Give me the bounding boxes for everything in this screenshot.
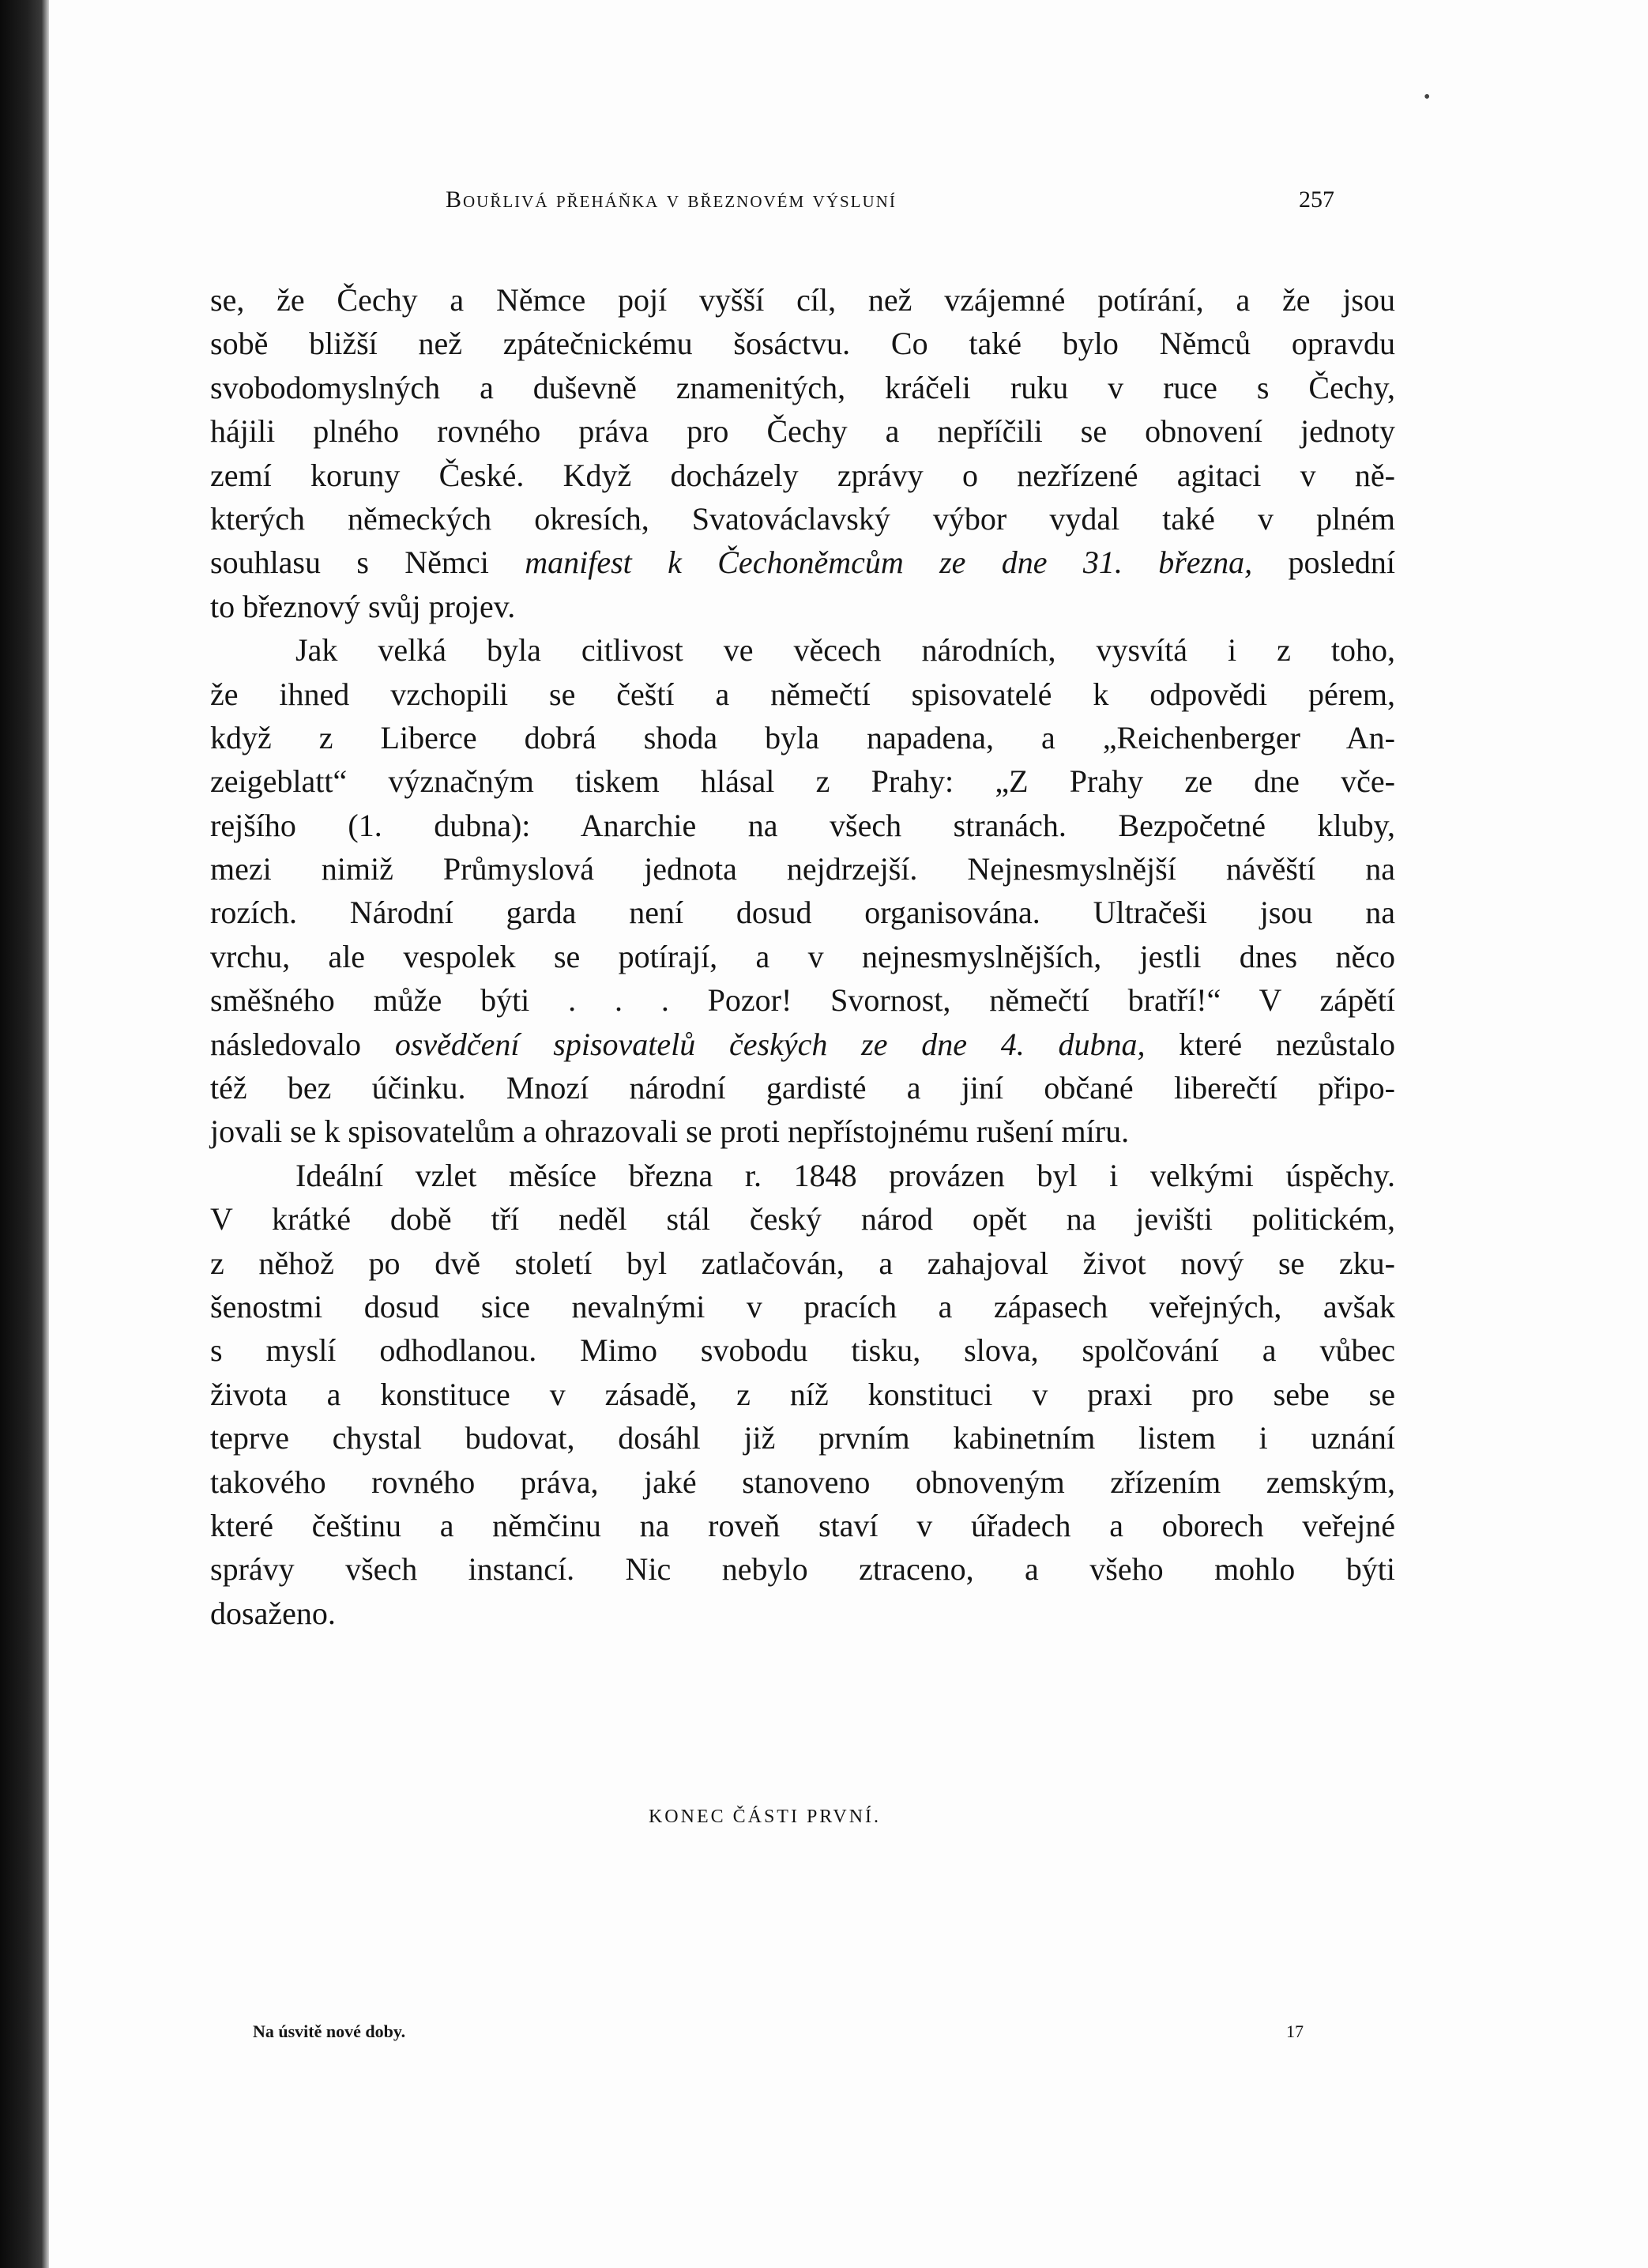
text-line — [210, 409, 1395, 453]
text-line — [210, 628, 1395, 672]
text-segment: s myslí odhodlanou. Mimo svobodu tisku, slova, spolčování a vůbec — [210, 1332, 1395, 1369]
page-number: 257 — [1299, 186, 1334, 213]
text-segment: které nezůstalo — [1145, 1026, 1396, 1062]
text-segment: z něhož po dvě století byl zatlačován, a zahajoval život nový se zku- — [210, 1245, 1395, 1281]
text-segment: správy všech instancí. Nic nebylo ztraceno, a všeho mohlo býti — [210, 1551, 1395, 1588]
text-line — [210, 1285, 1395, 1328]
text-segment: souhlasu s Němci — [210, 544, 525, 581]
text-line — [210, 672, 1395, 716]
text-line — [210, 1547, 1395, 1591]
text-segment: rozích. Národní garda není dosud organisována. Ultračeši jsou na — [210, 895, 1395, 931]
text-segment: hájili plného rovného práva pro Čechy a nepříčili se obnovení jednoty — [210, 413, 1395, 450]
part-end-text: KONEC ČÁSTI PRVNÍ. — [648, 1806, 882, 1827]
text-segment: směšného může býti . . . Pozor! Svornost, němečtí bratří!“ V zápětí — [210, 982, 1395, 1019]
text-line — [210, 278, 1395, 322]
text-line — [210, 716, 1395, 759]
text-line — [210, 1023, 1395, 1066]
running-title: Bouřlivá přeháňka v březnovém výsluní — [446, 186, 897, 213]
print-speck: • — [1424, 87, 1431, 107]
text-line — [210, 1197, 1395, 1241]
text-line — [210, 1460, 1395, 1504]
text-line — [210, 366, 1395, 409]
body-text — [210, 278, 1395, 1635]
text-segment: zeigeblatt“ význačným tiskem hlásal z Prahy: „Z Prahy ze dne vče- — [210, 763, 1395, 800]
text-segment: teprve chystal budovat, dosáhl již prvním kabinetním listem i uznání — [210, 1420, 1395, 1456]
text-line — [210, 1592, 1395, 1635]
text-segment: jovali se k spisovatelům a ohrazovali se proti nepřístojnému rušení míru. — [210, 1113, 1130, 1150]
text-line — [210, 1241, 1395, 1285]
footer-sheet-number: 17 — [1286, 2021, 1304, 2041]
text-line — [210, 935, 1395, 978]
text-line — [210, 759, 1395, 803]
page-binding-edge — [0, 0, 49, 2268]
text-segment: též bez účinku. Mnozí národní gardisté a jiní občané liberečtí připo- — [210, 1070, 1395, 1106]
text-segment: které češtinu a němčinu na roveň staví v úřadech a oborech veřejné — [210, 1507, 1395, 1543]
text-line — [210, 1504, 1395, 1547]
text-line — [210, 1328, 1395, 1372]
text-segment: Ideální vzlet měsíce března r. 1848 provázen byl i velkými úspěchy. — [295, 1157, 1395, 1193]
text-segment: zemí koruny České. Když docházely zprávy o nezřízené agitaci v ně- — [210, 457, 1395, 493]
text-segment: se, že Čechy a Němce pojí vyšší cíl, než vzájemné potírání, a že jsou — [210, 282, 1395, 318]
text-segment: V krátké době tří neděl stál český národ opět na jevišti politickém, — [210, 1201, 1395, 1238]
text-line — [210, 891, 1395, 934]
text-segment: sobě bližší než zpátečnickému šosáctvu. Co také bylo Němců opravdu — [210, 326, 1395, 362]
text-line — [210, 541, 1395, 584]
text-segment: následovalo — [210, 1026, 395, 1062]
text-segment: vrchu, ale vespolek se potírají, a v nejnesmyslnějších, jestli dnes něco — [210, 938, 1395, 974]
text-line — [210, 1154, 1395, 1197]
footer-signature: Na úsvitě nové doby. — [253, 2021, 406, 2041]
text-segment: šenostmi dosud sice nevalnými v pracích a zápasech veřejných, avšak — [210, 1288, 1395, 1324]
text-line — [210, 585, 1395, 628]
text-segment: života a konstituce v zásadě, z níž konstituci v praxi pro sebe se — [210, 1376, 1395, 1412]
text-segment: že ihned vzchopili se čeští a němečtí spisovatelé k odpovědi pérem, — [210, 676, 1395, 712]
text-line — [210, 497, 1395, 541]
book-page — [49, 0, 1648, 2268]
text-line — [210, 1110, 1395, 1153]
text-line — [210, 322, 1395, 365]
text-segment: poslední — [1252, 544, 1396, 581]
italic-text-segment: manifest k Čechoněmcům ze dne 31. března, — [525, 544, 1253, 581]
text-line — [210, 1373, 1395, 1416]
italic-text-segment: osvědčení spisovatelů českých ze dne 4. dubna, — [394, 1026, 1146, 1062]
text-segment: Jak velká byla citlivost ve věcech národních, vysvítá i z toho, — [295, 632, 1395, 669]
text-segment: když z Liberce dobrá shoda byla napadena, a „Reichenberger An- — [210, 719, 1395, 755]
text-line — [210, 1066, 1395, 1110]
text-line — [210, 804, 1395, 847]
text-line — [210, 978, 1395, 1022]
text-line — [210, 454, 1395, 497]
text-segment: kterých německých okresích, Svatováclavský výbor vydal také v plném — [210, 500, 1395, 537]
text-segment: svobodomyslných a duševně znamenitých, kráčeli ruku v ruce s Čechy, — [210, 369, 1395, 405]
text-line — [210, 1416, 1395, 1460]
part-end-mark — [49, 1806, 1648, 1828]
text-segment: takového rovného práva, jaké stanoveno obnoveným zřízením zemským, — [210, 1464, 1395, 1500]
text-segment: to březnový svůj projev. — [210, 588, 516, 624]
text-line — [210, 847, 1395, 891]
running-header — [49, 186, 1648, 226]
text-segment: dosaženo. — [210, 1595, 336, 1631]
text-segment: mezi nimiž Průmyslová jednota nejdrzejší. Nejnesmyslnější návěští na — [210, 851, 1395, 887]
text-segment: rejšího (1. dubna): Anarchie na všech stranách. Bezpočetné kluby, — [210, 807, 1395, 843]
